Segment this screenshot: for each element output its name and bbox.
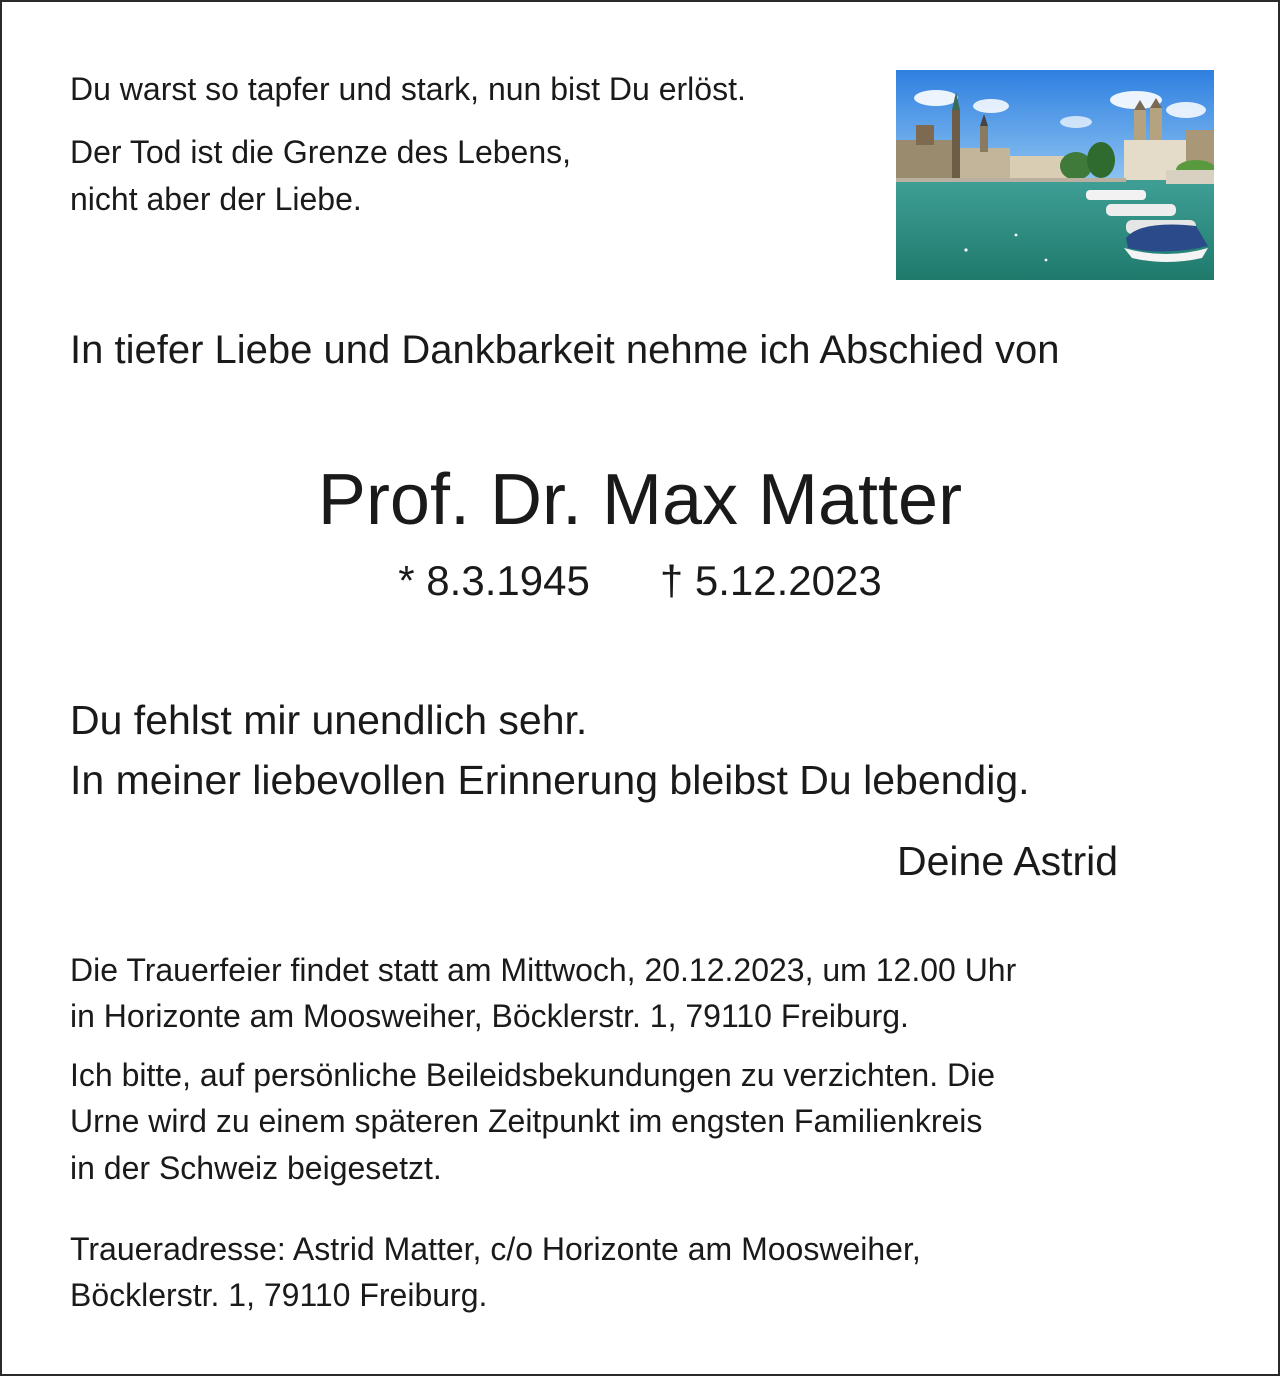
message-line-2: In meiner liebevollen Erinnerung bleibst Du lebendig. xyxy=(70,757,1030,803)
request-line-3: in der Schweiz beigesetzt. xyxy=(70,1150,442,1186)
poem-line-2: Der Tod ist die Grenze des Lebens, xyxy=(70,134,572,170)
address-line-1: Traueradresse: Astrid Matter, c/o Horizonte am Moosweiher, xyxy=(70,1231,921,1267)
death-date: † 5.12.2023 xyxy=(659,557,882,604)
farewell-intro: In tiefer Liebe und Dankbarkeit nehme ich Abschied von xyxy=(70,328,1060,372)
signature: Deine Astrid xyxy=(897,838,1119,884)
city-river-photo xyxy=(896,70,1214,280)
message-line-1: Du fehlst mir unendlich sehr. xyxy=(70,697,588,743)
request-line-2: Urne wird zu einem späteren Zeitpunkt im engsten Familienkreis xyxy=(70,1103,983,1139)
request-line-1: Ich bitte, auf persönliche Beileidsbekundungen zu verzichten. Die xyxy=(70,1057,996,1093)
birth-date: * 8.3.1945 xyxy=(398,557,590,604)
poem-line-1: Du warst so tapfer und stark, nun bist Du erlöst. xyxy=(70,71,746,107)
poem-line-3: nicht aber der Liebe. xyxy=(70,181,362,217)
deceased-name: Prof. Dr. Max Matter xyxy=(317,460,963,540)
ceremony-line-1: Die Trauerfeier findet statt am Mittwoch, 20.12.2023, um 12.00 Uhr xyxy=(70,952,1017,988)
ceremony-line-2: in Horizonte am Moosweiher, Böcklerstr. 1, 79110 Freiburg. xyxy=(70,998,909,1034)
life-dates xyxy=(2,554,1278,608)
address-line-2: Böcklerstr. 1, 79110 Freiburg. xyxy=(70,1277,488,1313)
